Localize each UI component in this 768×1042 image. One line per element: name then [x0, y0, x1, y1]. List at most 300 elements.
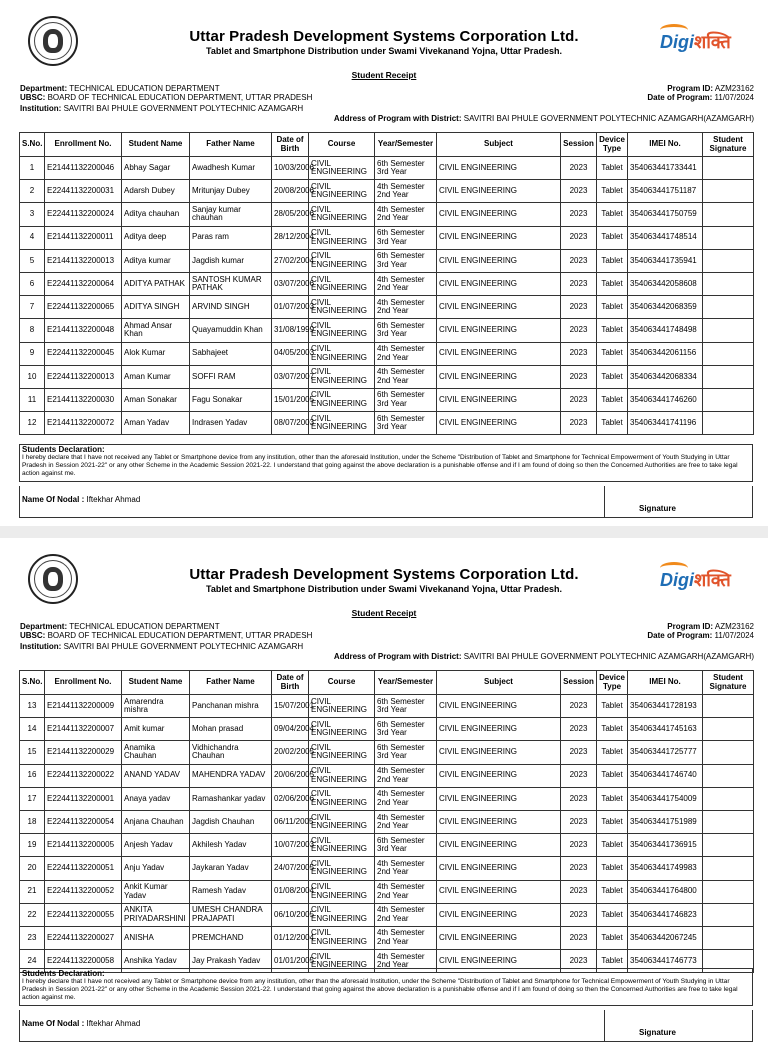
col-header: Course: [309, 671, 375, 695]
cell-device-type: Tablet: [597, 388, 628, 411]
cell-session: 2023: [561, 926, 597, 949]
cell-subject: CIVIL ENGINEERING: [437, 412, 561, 435]
cell-imei: 354063441736915: [628, 834, 703, 857]
cell-enrollment: E21441132200013: [45, 249, 122, 272]
cell-father-name: Indrasen Yadav: [190, 412, 272, 435]
cell-student-name: ADITYA PATHAK: [122, 272, 190, 295]
cell-device-type: Tablet: [597, 903, 628, 926]
col-header: Date of Birth: [272, 133, 309, 157]
program-date-line: Date of Program: 11/07/2024: [647, 631, 754, 640]
cell-year-semester: 4th Semester 2nd Year: [375, 926, 437, 949]
cell-session: 2023: [561, 834, 597, 857]
table-row: [20, 857, 754, 880]
cell-sno: 14: [20, 718, 45, 741]
cell-session: 2023: [561, 764, 597, 787]
cell-father-name: Mohan prasad: [190, 718, 272, 741]
cell-sno: 21: [20, 880, 45, 903]
cell-student-name: Ankit Kumar Yadav: [122, 880, 190, 903]
cell-subject: CIVIL ENGINEERING: [437, 950, 561, 973]
cell-sno: 17: [20, 787, 45, 810]
cell-imei: 354063441748514: [628, 226, 703, 249]
cell-student-name: ANAND YADAV: [122, 764, 190, 787]
table-row: [20, 203, 754, 226]
col-header: Subject: [437, 133, 561, 157]
cell-enrollment: E22441132200055: [45, 903, 122, 926]
organization-subtitle: Tablet and Smartphone Distribution under Swami Vivekanand Yojna, Uttar Pradesh.: [206, 46, 562, 56]
cell-signature: [703, 319, 754, 342]
cell-enrollment: E21441132200029: [45, 741, 122, 764]
cell-father-name: Jaykaran Yadav: [190, 857, 272, 880]
cell-sno: 9: [20, 342, 45, 365]
cell-dob: 02/06/2006: [272, 787, 309, 810]
cell-subject: CIVIL ENGINEERING: [437, 319, 561, 342]
table-row: [20, 180, 754, 203]
program-id-line: Program ID: AZM23162: [667, 622, 754, 631]
col-header: Student Name: [122, 671, 190, 695]
cell-sno: 12: [20, 412, 45, 435]
col-header: Enrollment No.: [45, 671, 122, 695]
cell-subject: CIVIL ENGINEERING: [437, 157, 561, 180]
students-declaration: [19, 444, 753, 482]
cell-father-name: SOFFI RAM: [190, 365, 272, 388]
cell-subject: CIVIL ENGINEERING: [437, 926, 561, 949]
cell-subject: CIVIL ENGINEERING: [437, 226, 561, 249]
cell-subject: CIVIL ENGINEERING: [437, 810, 561, 833]
cell-session: 2023: [561, 718, 597, 741]
cell-sno: 6: [20, 272, 45, 295]
cell-imei: 354063441746773: [628, 950, 703, 973]
cell-father-name: Jagdish Chauhan: [190, 810, 272, 833]
table-row: [20, 834, 754, 857]
cell-device-type: Tablet: [597, 180, 628, 203]
cell-enrollment: E21441132200030: [45, 388, 122, 411]
declaration-heading: Students Declaration:: [22, 445, 105, 454]
cell-year-semester: 4th Semester 2nd Year: [375, 903, 437, 926]
cell-year-semester: 6th Semester 3rd Year: [375, 412, 437, 435]
cell-device-type: Tablet: [597, 249, 628, 272]
cell-signature: [703, 249, 754, 272]
cell-dob: 28/12/2004: [272, 226, 309, 249]
cell-year-semester: 4th Semester 2nd Year: [375, 272, 437, 295]
cell-enrollment: E21441132200046: [45, 157, 122, 180]
cell-course: CIVIL ENGINEERING: [309, 857, 375, 880]
cell-device-type: Tablet: [597, 412, 628, 435]
cell-year-semester: 4th Semester 2nd Year: [375, 342, 437, 365]
cell-father-name: Vidhichandra Chauhan: [190, 741, 272, 764]
col-header: Subject: [437, 671, 561, 695]
cell-signature: [703, 226, 754, 249]
cell-sno: 4: [20, 226, 45, 249]
signature-box: [604, 486, 754, 517]
cell-course: CIVIL ENGINEERING: [309, 388, 375, 411]
col-header: IMEI No.: [628, 133, 703, 157]
cell-course: CIVIL ENGINEERING: [309, 226, 375, 249]
cell-dob: 06/11/2005: [272, 810, 309, 833]
cell-imei: 354063441745163: [628, 718, 703, 741]
students-declaration: [19, 968, 753, 1006]
cell-subject: CIVIL ENGINEERING: [437, 718, 561, 741]
cell-session: 2023: [561, 226, 597, 249]
col-header: Enrollment No.: [45, 133, 122, 157]
nodal-section: [19, 486, 753, 518]
cell-sno: 22: [20, 903, 45, 926]
digishakti-logo: [660, 30, 760, 64]
cell-course: CIVIL ENGINEERING: [309, 880, 375, 903]
cell-signature: [703, 365, 754, 388]
student-table-2: [19, 670, 754, 973]
cell-subject: CIVIL ENGINEERING: [437, 903, 561, 926]
cell-session: 2023: [561, 180, 597, 203]
cell-year-semester: 6th Semester 3rd Year: [375, 741, 437, 764]
cell-course: CIVIL ENGINEERING: [309, 834, 375, 857]
cell-student-name: Anamika Chauhan: [122, 741, 190, 764]
cell-device-type: Tablet: [597, 950, 628, 973]
program-address-line: Address of Program with District: SAVITRI BAI PHULE GOVERNMENT POLYTECHNIC AZAMGARH(AZAMGARH): [333, 114, 754, 123]
table-row: [20, 226, 754, 249]
cell-course: CIVIL ENGINEERING: [309, 342, 375, 365]
cell-student-name: Ahmad Ansar Khan: [122, 319, 190, 342]
cell-dob: 06/10/2005: [272, 903, 309, 926]
cell-sno: 8: [20, 319, 45, 342]
cell-device-type: Tablet: [597, 342, 628, 365]
cell-enrollment: E22441132200022: [45, 764, 122, 787]
cell-session: 2023: [561, 880, 597, 903]
cell-course: CIVIL ENGINEERING: [309, 810, 375, 833]
cell-course: CIVIL ENGINEERING: [309, 903, 375, 926]
table-row: [20, 249, 754, 272]
cell-subject: CIVIL ENGINEERING: [437, 834, 561, 857]
cell-course: CIVIL ENGINEERING: [309, 718, 375, 741]
declaration-heading: Students Declaration:: [22, 969, 105, 978]
cell-imei: 354063442067245: [628, 926, 703, 949]
cell-dob: 01/07/2003: [272, 296, 309, 319]
cell-enrollment: E22441132200052: [45, 880, 122, 903]
col-header: Year/Semester: [375, 671, 437, 695]
cell-year-semester: 4th Semester 2nd Year: [375, 764, 437, 787]
cell-student-name: Aditya deep: [122, 226, 190, 249]
cell-course: CIVIL ENGINEERING: [309, 365, 375, 388]
cell-dob: 01/12/2004: [272, 926, 309, 949]
cell-session: 2023: [561, 810, 597, 833]
cell-father-name: Ramesh Yadav: [190, 880, 272, 903]
cell-subject: CIVIL ENGINEERING: [437, 203, 561, 226]
cell-signature: [703, 764, 754, 787]
cell-session: 2023: [561, 249, 597, 272]
cell-sno: 19: [20, 834, 45, 857]
cell-year-semester: 4th Semester 2nd Year: [375, 857, 437, 880]
cell-subject: CIVIL ENGINEERING: [437, 342, 561, 365]
table-row: [20, 157, 754, 180]
cell-imei: 354063442068359: [628, 296, 703, 319]
cell-sno: 1: [20, 157, 45, 180]
cell-imei: 354063441746823: [628, 903, 703, 926]
cell-signature: [703, 810, 754, 833]
cell-session: 2023: [561, 412, 597, 435]
cell-subject: CIVIL ENGINEERING: [437, 880, 561, 903]
cell-student-name: Amarendra mishra: [122, 695, 190, 718]
brand-digi: Digi: [660, 570, 694, 590]
cell-signature: [703, 412, 754, 435]
cell-student-name: Aman Kumar: [122, 365, 190, 388]
cell-device-type: Tablet: [597, 319, 628, 342]
table-header-row: [20, 133, 754, 157]
cell-course: CIVIL ENGINEERING: [309, 695, 375, 718]
cell-student-name: Anshika Yadav: [122, 950, 190, 973]
cell-student-name: ANISHA: [122, 926, 190, 949]
cell-session: 2023: [561, 272, 597, 295]
cell-enrollment: E21441132200072: [45, 412, 122, 435]
cell-dob: 10/03/2006: [272, 157, 309, 180]
cell-enrollment: E21441132200048: [45, 319, 122, 342]
cell-year-semester: 6th Semester 3rd Year: [375, 157, 437, 180]
cell-device-type: Tablet: [597, 365, 628, 388]
cell-imei: 354063441746740: [628, 764, 703, 787]
cell-subject: CIVIL ENGINEERING: [437, 388, 561, 411]
cell-sno: 24: [20, 950, 45, 973]
cell-signature: [703, 926, 754, 949]
cell-device-type: Tablet: [597, 926, 628, 949]
cell-imei: 354063441733441: [628, 157, 703, 180]
cell-imei: 354063441764800: [628, 880, 703, 903]
cell-enrollment: E22441132200065: [45, 296, 122, 319]
cell-device-type: Tablet: [597, 834, 628, 857]
cell-dob: 24/07/2005: [272, 857, 309, 880]
receipt-title: Student Receipt: [351, 70, 417, 80]
col-header: Session: [561, 133, 597, 157]
organization-title: Uttar Pradesh Development Systems Corporation Ltd.: [189, 28, 579, 45]
cell-enrollment: E22441132200051: [45, 857, 122, 880]
cell-sno: 7: [20, 296, 45, 319]
cell-enrollment: E21441132200011: [45, 226, 122, 249]
cell-session: 2023: [561, 296, 597, 319]
cell-device-type: Tablet: [597, 787, 628, 810]
cell-year-semester: 6th Semester 3rd Year: [375, 388, 437, 411]
cell-dob: 15/01/2005: [272, 388, 309, 411]
cell-student-name: Aman Yadav: [122, 412, 190, 435]
logo-swirl-icon: [660, 562, 688, 574]
cell-subject: CIVIL ENGINEERING: [437, 741, 561, 764]
cell-student-name: ADITYA SINGH: [122, 296, 190, 319]
cell-session: 2023: [561, 903, 597, 926]
cell-signature: [703, 180, 754, 203]
cell-session: 2023: [561, 319, 597, 342]
cell-father-name: Jagdish kumar: [190, 249, 272, 272]
cell-dob: 27/02/2004: [272, 249, 309, 272]
cell-father-name: ARVIND SINGH: [190, 296, 272, 319]
cell-device-type: Tablet: [597, 810, 628, 833]
cell-student-name: Anju Yadav: [122, 857, 190, 880]
program-address-line: Address of Program with District: SAVITRI BAI PHULE GOVERNMENT POLYTECHNIC AZAMGARH(AZAMGARH): [333, 652, 754, 661]
cell-subject: CIVIL ENGINEERING: [437, 695, 561, 718]
cell-sno: 18: [20, 810, 45, 833]
cell-year-semester: 4th Semester 2nd Year: [375, 950, 437, 973]
cell-imei: 354063441754009: [628, 787, 703, 810]
cell-year-semester: 6th Semester 3rd Year: [375, 834, 437, 857]
cell-year-semester: 4th Semester 2nd Year: [375, 203, 437, 226]
cell-student-name: Aditya chauhan: [122, 203, 190, 226]
cell-imei: 354063441750759: [628, 203, 703, 226]
cell-signature: [703, 857, 754, 880]
cell-course: CIVIL ENGINEERING: [309, 787, 375, 810]
cell-signature: [703, 834, 754, 857]
logo-swirl-icon: [660, 24, 688, 36]
table-row: [20, 319, 754, 342]
col-header: Father Name: [190, 671, 272, 695]
cell-enrollment: E22441132200064: [45, 272, 122, 295]
receipt-sheet-2: [0, 546, 768, 1037]
cell-session: 2023: [561, 388, 597, 411]
cell-sno: 20: [20, 857, 45, 880]
col-header: Device Type: [597, 133, 628, 157]
cell-sno: 23: [20, 926, 45, 949]
cell-year-semester: 4th Semester 2nd Year: [375, 787, 437, 810]
cell-signature: [703, 296, 754, 319]
cell-dob: 28/05/2006: [272, 203, 309, 226]
cell-student-name: Aman Sonakar: [122, 388, 190, 411]
cell-dob: 20/08/2006: [272, 180, 309, 203]
digishakti-logo: [660, 568, 760, 602]
cell-student-name: Alok Kumar: [122, 342, 190, 365]
cell-device-type: Tablet: [597, 695, 628, 718]
cell-dob: 01/01/2005: [272, 950, 309, 973]
table-row: [20, 388, 754, 411]
table-row: [20, 365, 754, 388]
col-header: Year/Semester: [375, 133, 437, 157]
cell-imei: 354063441741196: [628, 412, 703, 435]
cell-imei: 354063442068334: [628, 365, 703, 388]
institution-line: Institution: SAVITRI BAI PHULE GOVERNMENT POLYTECHNIC AZAMGARH: [20, 104, 304, 113]
col-header: Student Name: [122, 133, 190, 157]
nodal-name-line: Name Of Nodal : Iftekhar Ahmad: [22, 1019, 141, 1028]
cell-session: 2023: [561, 950, 597, 973]
cell-enrollment: E21441132200009: [45, 695, 122, 718]
declaration-text: I hereby declare that I have not received any Tablet or Smartphone device from any institution, other than the aforesaid Institution, under the Scheme "Distribution of Tablet and Smartphone for Technical Empowerment of Youth Studying in Uttar Pradesh in Session 2021-22" or any other Scheme in the Academic Session 2021-22. I understand that going against the above declaration is a punishable offense and if I am found of doing so then the Concerned Authorities are free to take legal action against me.: [22, 454, 738, 477]
table-row: [20, 764, 754, 787]
cell-session: 2023: [561, 695, 597, 718]
cell-course: CIVIL ENGINEERING: [309, 412, 375, 435]
table-row: [20, 296, 754, 319]
cell-session: 2023: [561, 787, 597, 810]
cell-father-name: Mritunjay Dubey: [190, 180, 272, 203]
table-row: [20, 695, 754, 718]
cell-sno: 3: [20, 203, 45, 226]
table-row: [20, 810, 754, 833]
cell-sno: 15: [20, 741, 45, 764]
table-row: [20, 342, 754, 365]
cell-course: CIVIL ENGINEERING: [309, 249, 375, 272]
cell-subject: CIVIL ENGINEERING: [437, 180, 561, 203]
col-header: Student Signature: [703, 133, 754, 157]
cell-session: 2023: [561, 857, 597, 880]
cell-signature: [703, 695, 754, 718]
table-row: [20, 718, 754, 741]
organization-title: Uttar Pradesh Development Systems Corporation Ltd.: [189, 566, 579, 583]
cell-father-name: Fagu Sonakar: [190, 388, 272, 411]
receipt-sheet-1: [0, 8, 768, 522]
cell-year-semester: 6th Semester 3rd Year: [375, 695, 437, 718]
cell-enrollment: E22441132200013: [45, 365, 122, 388]
cell-enrollment: E22441132200054: [45, 810, 122, 833]
cell-session: 2023: [561, 741, 597, 764]
cell-course: CIVIL ENGINEERING: [309, 272, 375, 295]
col-header: Device Type: [597, 671, 628, 695]
cell-subject: CIVIL ENGINEERING: [437, 787, 561, 810]
cell-signature: [703, 718, 754, 741]
table-row: [20, 272, 754, 295]
cell-year-semester: 6th Semester 3rd Year: [375, 249, 437, 272]
cell-dob: 03/07/2006: [272, 272, 309, 295]
program-id-line: Program ID: AZM23162: [667, 84, 754, 93]
department-line: Department: TECHNICAL EDUCATION DEPARTMENT: [20, 84, 220, 93]
cell-father-name: Sabhajeet: [190, 342, 272, 365]
cell-enrollment: E22441132200031: [45, 180, 122, 203]
table-row: [20, 903, 754, 926]
cell-enrollment: E22441132200024: [45, 203, 122, 226]
cell-dob: 20/06/2005: [272, 764, 309, 787]
cell-sno: 16: [20, 764, 45, 787]
cell-imei: 354063441735941: [628, 249, 703, 272]
page-separator: [0, 526, 768, 538]
cell-year-semester: 6th Semester 3rd Year: [375, 226, 437, 249]
cell-student-name: Amit kumar: [122, 718, 190, 741]
cell-dob: 01/08/2004: [272, 880, 309, 903]
cell-student-name: Anjana Chauhan: [122, 810, 190, 833]
cell-imei: 354063441725777: [628, 741, 703, 764]
cell-course: CIVIL ENGINEERING: [309, 180, 375, 203]
cell-device-type: Tablet: [597, 764, 628, 787]
table-header-row: [20, 671, 754, 695]
cell-imei: 354063442058608: [628, 272, 703, 295]
cell-sno: 10: [20, 365, 45, 388]
cell-year-semester: 4th Semester 2nd Year: [375, 810, 437, 833]
cell-father-name: Jay Prakash Yadav: [190, 950, 272, 973]
cell-imei: 354063441746260: [628, 388, 703, 411]
cell-signature: [703, 741, 754, 764]
table-row: [20, 412, 754, 435]
cell-course: CIVIL ENGINEERING: [309, 741, 375, 764]
cell-father-name: UMESH CHANDRA PRAJAPATI: [190, 903, 272, 926]
cell-subject: CIVIL ENGINEERING: [437, 857, 561, 880]
organization-subtitle: Tablet and Smartphone Distribution under Swami Vivekanand Yojna, Uttar Pradesh.: [206, 584, 562, 594]
cell-imei: 354063441748498: [628, 319, 703, 342]
cell-father-name: MAHENDRA YADAV: [190, 764, 272, 787]
student-table-1: [19, 132, 754, 435]
cell-dob: 20/02/2005: [272, 741, 309, 764]
brand-digi: Digi: [660, 32, 694, 52]
cell-session: 2023: [561, 365, 597, 388]
cell-course: CIVIL ENGINEERING: [309, 950, 375, 973]
cell-father-name: Quayamuddin Khan: [190, 319, 272, 342]
cell-year-semester: 4th Semester 2nd Year: [375, 880, 437, 903]
col-header: Father Name: [190, 133, 272, 157]
cell-father-name: Panchanan mishra: [190, 695, 272, 718]
cell-father-name: Sanjay kumar chauhan: [190, 203, 272, 226]
cell-device-type: Tablet: [597, 718, 628, 741]
cell-subject: CIVIL ENGINEERING: [437, 296, 561, 319]
cell-enrollment: E22441132200027: [45, 926, 122, 949]
brand-shakti: शक्ति: [694, 32, 731, 52]
declaration-text: I hereby declare that I have not received any Tablet or Smartphone device from any institution, other than the aforesaid Institution, under the Scheme "Distribution of Tablet and Smartphone for Technical Empowerment of Youth Studying in Uttar Pradesh in Session 2021-22" or any other Scheme in the Academic Session 2021-22. I understand that going against the above declaration is a punishable offense and if I am found of doing so then the Concerned Authorities are free to take legal action against me.: [22, 978, 738, 1001]
institution-line: Institution: SAVITRI BAI PHULE GOVERNMENT POLYTECHNIC AZAMGARH: [20, 642, 304, 651]
cell-enrollment: E22441132200001: [45, 787, 122, 810]
table-row: [20, 926, 754, 949]
cell-imei: 354063441749983: [628, 857, 703, 880]
cell-signature: [703, 388, 754, 411]
cell-student-name: Adarsh Dubey: [122, 180, 190, 203]
cell-course: CIVIL ENGINEERING: [309, 319, 375, 342]
cell-sno: 5: [20, 249, 45, 272]
cell-signature: [703, 787, 754, 810]
